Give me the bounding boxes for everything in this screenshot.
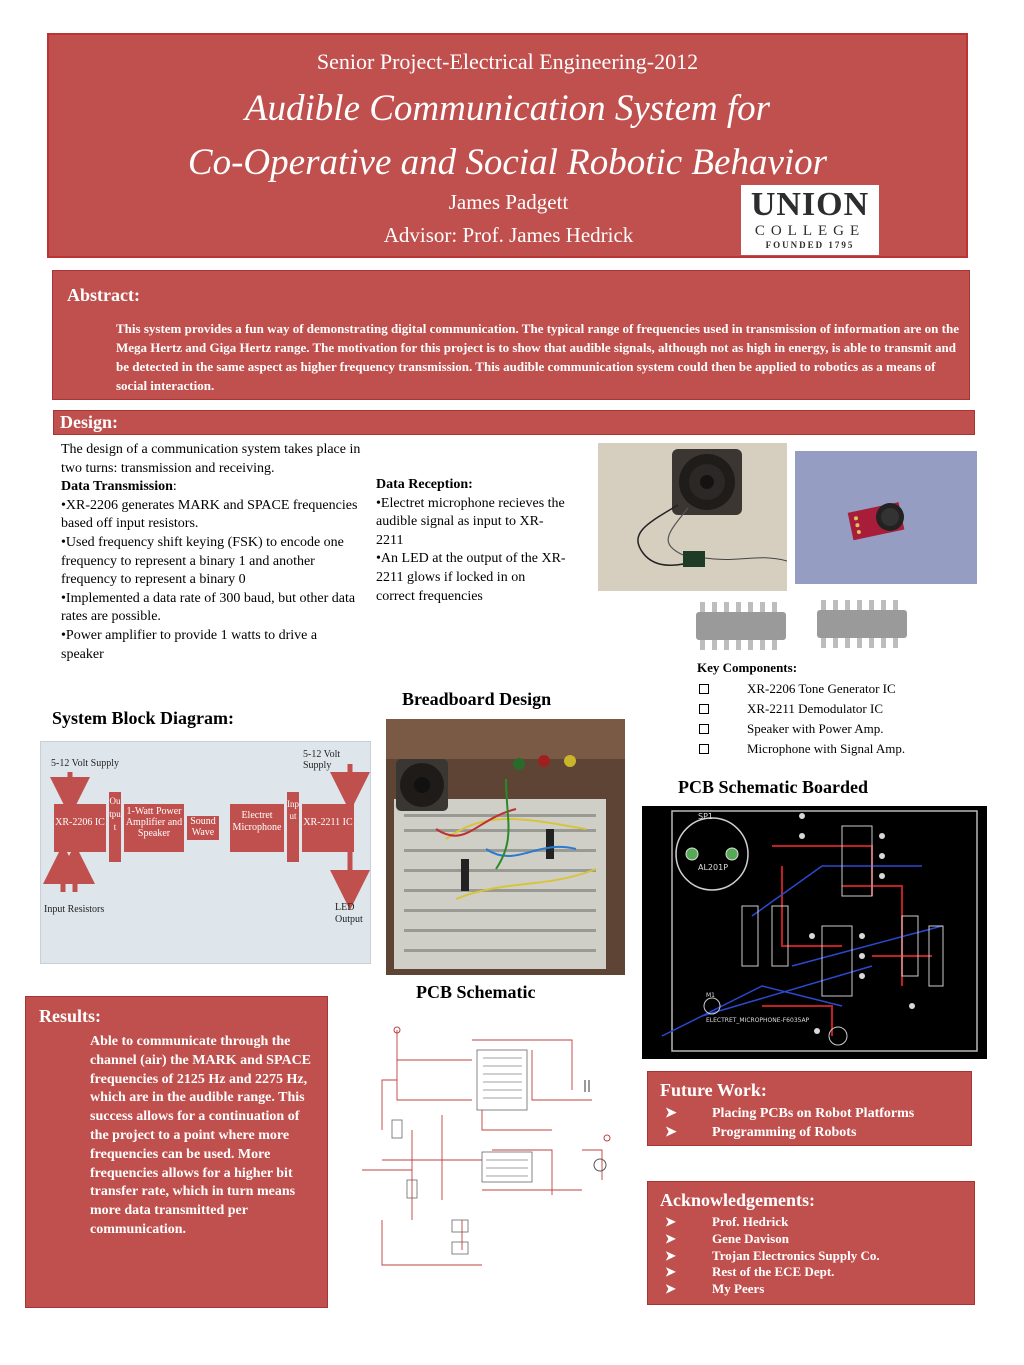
arrow-bullet-icon: ➤ [665,1281,676,1297]
acknowledgements-title: Acknowledgements: [660,1190,815,1210]
results-box [25,996,328,1308]
pcb-boarded-caption: PCB Schematic Boarded [678,777,868,797]
xr2211-chip-photo [807,590,915,656]
microphone-block: Electret Microphone [230,804,284,852]
input-block: Input [287,792,299,862]
design-transmission-text [61,441,361,664]
transmission-item: •Implemented a data rate of 300 baud, but other data rates are possible. [61,590,356,625]
advisor: Advisor: Prof. James Hedrick [383,223,634,247]
supply-right-label: 5-12 Volt Supply [303,749,341,771]
supply-left-label: 5-12 Volt Supply [51,758,119,769]
pcb-layout [642,806,987,1059]
checkbox-icon [699,744,709,754]
key-components-title: Key Components: [697,660,798,675]
transmission-item: •Power amplifier to provide 1 watts to drive a speaker [61,627,318,662]
abstract-title: Abstract: [67,285,140,305]
logo-sub: COLLEGE [754,223,866,239]
pcb-schematic-caption: PCB Schematic [416,982,536,1002]
pcb-schematic-diagram [352,1020,632,1270]
arrow-bullet-icon: ➤ [665,1214,676,1229]
results-title: Results: [39,1006,101,1026]
arrow-bullet-icon: ➤ [665,1264,676,1280]
system-block-diagram [40,741,371,964]
breadboard-caption: Breadboard Design [402,689,552,709]
abstract-body: This system provides a fun way of demonstrating digital communication. The typical range of frequencies used in transmission of information are on the Mega Hertz and Giga Hertz range. The motivation for this project is to show that audible signals, although not as high in energy, is able to transmit and be detected in the same aspect as higher frequency transmission. This audible communication system could then be applied to robotics as a means of social interaction. [116,321,959,393]
xr2206-block: XR-2206 IC [54,804,106,852]
design-intro: The design of a communication system takes place in two turns: transmission and receiving. [61,442,361,476]
xr2211-block: XR-2211 IC [302,804,354,852]
future-work-title: Future Work: [660,1080,767,1100]
design-heading-bar [53,410,975,435]
sound-wave-block: Sound Wave [187,816,219,840]
list-item: Microphone with Signal Amp. [697,739,977,759]
led-output-label: LED Output [335,902,363,925]
acknowledgements-box: Acknowledgements: ➤ Prof. Hedrick ➤ Gene Davison ➤ Trojan Electronics Supply Co. ➤ Rest of the ECE Dept. ➤ My Peers [647,1181,975,1305]
breadboard-photo [386,719,625,975]
checkbox-icon [699,684,709,694]
checkbox-icon [699,724,709,734]
design-title: Design: [60,412,118,432]
transmission-item: •XR-2206 generates MARK and SPACE frequencies based off input resistors. [61,497,358,532]
abstract-box [52,270,970,400]
output-block: Output [109,792,121,862]
pcb-label-sp1: SP1 [698,812,713,821]
title-line-2: Co-Operative and Social Robotic Behavior [187,142,828,183]
block-diagram-caption: System Block Diagram: [52,708,234,728]
pcb-label-al201p: AL201P [698,863,729,872]
subtitle: Senior Project-Electrical Engineering-2012 [316,49,699,74]
list-item: Speaker with Power Amp. [697,719,977,739]
arrow-bullet-icon: ➤ [665,1247,676,1263]
logo-founded: FOUNDED 1795 [765,240,855,250]
logo-name: UNION [750,186,870,223]
title-banner [47,33,968,258]
amplifier-block: 1-Watt Power Amplifier and Speaker [124,804,184,852]
transmission-item: •Used frequency shift keying (FSK) to encode one frequency to represent a binary 1 and another frequency to represent a binary 0 [61,534,344,588]
key-components [697,660,977,759]
checkbox-icon [699,704,709,714]
pcb-label-electret: ELECTRET_MICROPHONE-F6035AP [706,1017,810,1024]
speaker-photo [598,443,787,591]
results-body: Able to communicate through the channel (air) the MARK and SPACE frequencies of 2125 Hz and 2275 Hz, which are in the audible range. This success allows for a continuation of the project to a point where more frequencies can be used. More frequencies allows for a higher bit transfer rate, which in turn means more data transmitted per communication. [90,1034,312,1237]
arrow-bullet-icon: ➤ [665,1230,676,1246]
reception-item: •Electret microphone recieves the audible signal as input to XR-2211 [376,495,565,548]
xr2206-chip-photo [686,594,795,657]
input-resistors-label: Input Resistors [44,904,105,915]
title-line-1: Audible Communication System for [244,88,771,129]
arrow-bullet-icon: ➤ [665,1106,677,1121]
reception-item: •An LED at the output of the XR-2211 glows if locked in on correct frequencies [376,551,566,604]
future-work-box: Future Work: ➤ Placing PCBs on Robot Platforms ➤ Programming of Robots [647,1071,972,1146]
list-item: XR-2206 Tone Generator IC [697,679,977,699]
author: James Padgett [448,190,569,214]
union-college-logo [741,185,879,255]
microphone-photo [795,451,977,584]
list-item: XR-2211 Demodulator IC [697,699,977,719]
pcb-label-m1: M1 [706,992,715,999]
design-reception-text [376,476,566,606]
reception-heading: Data Reception: [376,477,473,492]
transmission-heading: Data Transmission: [61,479,177,495]
arrow-bullet-icon: ➤ [665,1125,677,1140]
